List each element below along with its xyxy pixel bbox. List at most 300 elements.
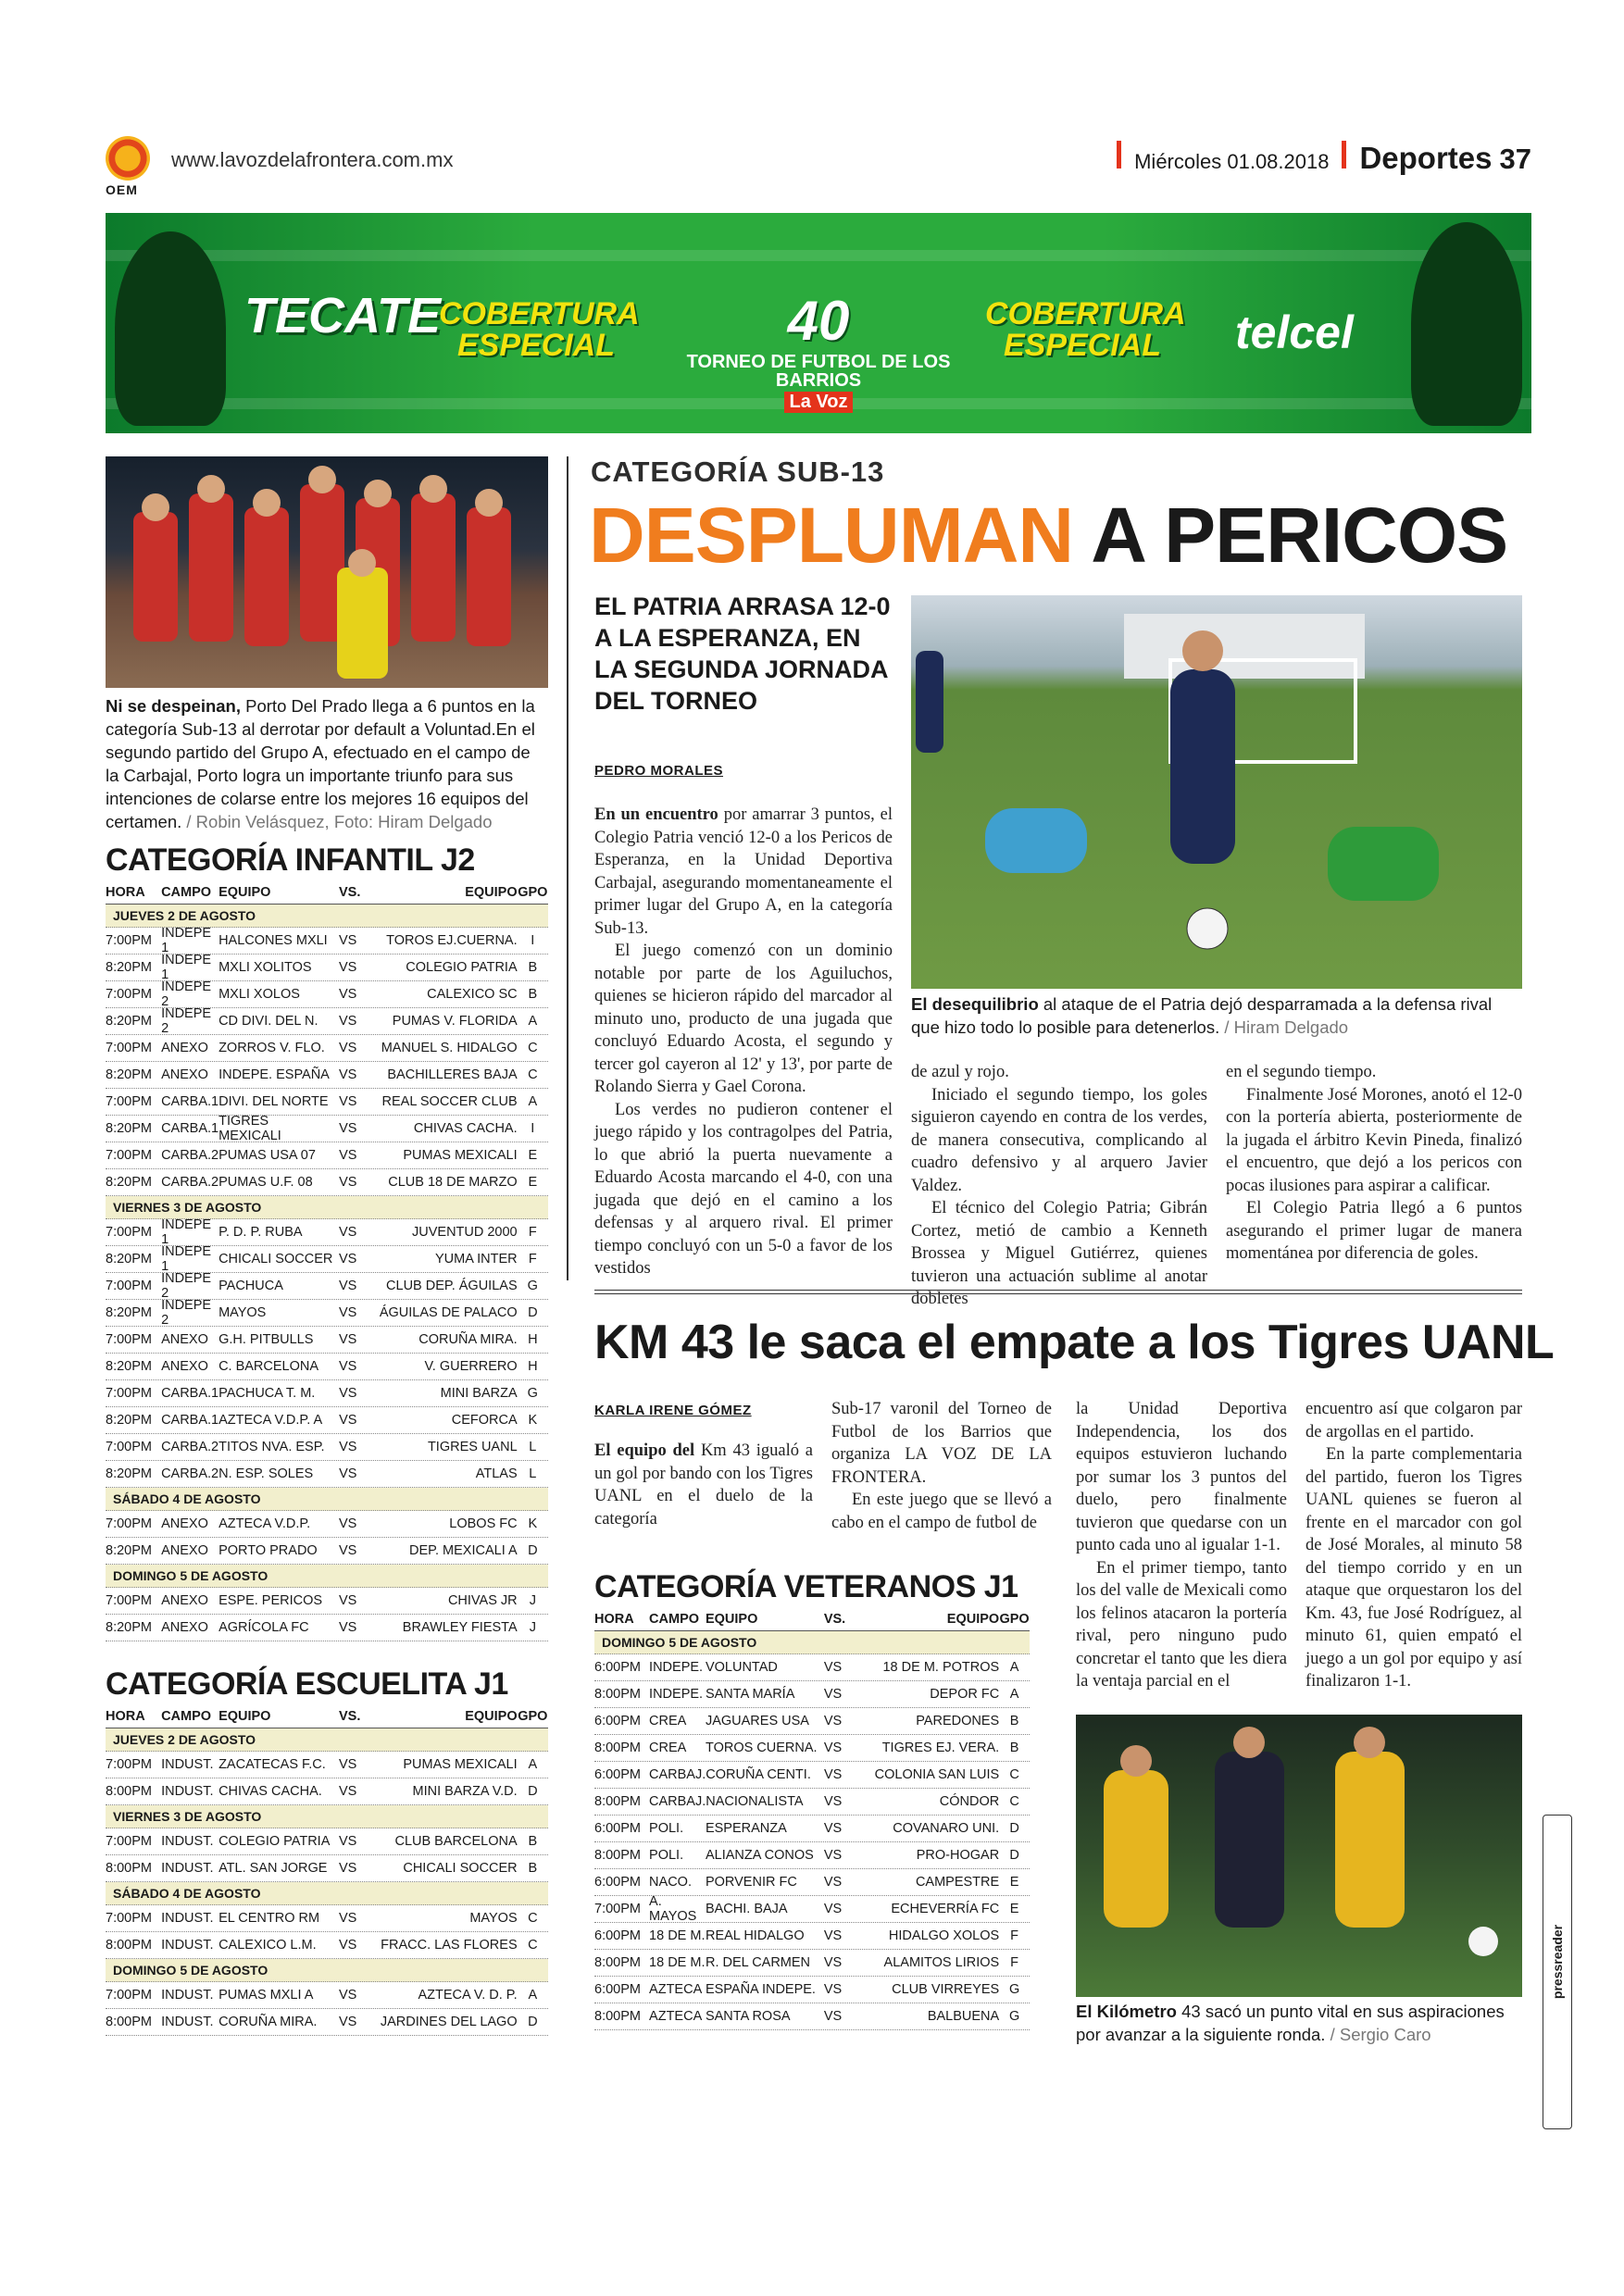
table-cell: ESPAÑA INDEPE. — [705, 1982, 816, 1997]
telcel-logo: telcel — [1235, 306, 1354, 358]
table-cell: 8:20PM — [106, 1466, 152, 1481]
article2-byline: KARLA IRENE GÓMEZ — [594, 1403, 752, 1418]
table-cell: 7:00PM — [106, 1516, 152, 1531]
table-cell: JUVENTUD 2000 — [412, 1225, 518, 1240]
table-cell: PUMAS MEXICALI — [403, 1148, 518, 1163]
table-cell: VS — [823, 2009, 843, 2024]
team-photo-drawing — [106, 456, 548, 688]
table-cell: N. ESP. SOLES — [219, 1466, 314, 1481]
table-cell: CORUÑA MIRA. — [219, 2015, 318, 2029]
table-cell: 18 DE M. — [649, 1955, 706, 1970]
table-cell: C. BARCELONA — [219, 1359, 319, 1374]
table-cell: F — [528, 1225, 537, 1240]
column-header: CAMPO — [161, 885, 212, 900]
table-cell: 7:00PM — [106, 1593, 152, 1608]
caption-text: Porto Del Prado llega a 6 puntos en la categoría Sub-13 al derrotar por default a Voluntad.En el segundo partido del Grupo A, efectuado en el campo de la Carbajal, Porto logra un importante triunfo para sus intenciones de colarse entre los mejores 16 equipos del certamen. — [106, 696, 535, 831]
table-cell: E — [528, 1148, 538, 1163]
table-cell: MXLI XOLITOS — [219, 960, 312, 975]
table-cell: 7:00PM — [106, 1386, 152, 1401]
table-cell: VS — [339, 1784, 357, 1799]
table-cell: 8:00PM — [106, 1784, 152, 1799]
table-cell: CHICALI SOCCER — [403, 1861, 518, 1876]
table-cell: VS — [339, 1988, 357, 2003]
table-cell: PUMAS MXLI A — [219, 1988, 314, 2003]
caption-credit: / Hiram Delgado — [1219, 1017, 1349, 1037]
table-cell: CARBAJ. — [649, 1767, 706, 1782]
table-cell: ÁGUILAS DE PALACO — [379, 1305, 518, 1320]
table-cell: AGRÍCOLA FC — [219, 1620, 309, 1635]
table-row — [106, 1407, 548, 1434]
table-cell: VS — [339, 1413, 357, 1428]
table-header — [106, 881, 548, 905]
km43-photo-drawing — [1076, 1715, 1522, 1997]
table-cell: 7:00PM — [594, 1902, 641, 1916]
table-row — [106, 1380, 548, 1407]
table-cell: VS — [339, 1041, 357, 1055]
table-row — [106, 1246, 548, 1273]
table-cell: MAYOS — [219, 1305, 267, 1320]
table-cell: G — [1008, 2009, 1020, 2024]
day-header: VIERNES 3 DE AGOSTO — [106, 1196, 548, 1219]
site-url[interactable]: www.lavozdelafrontera.com.mx — [171, 148, 454, 171]
table-row — [106, 955, 548, 981]
sun-logo-icon — [106, 136, 150, 181]
table-cell: I — [531, 933, 535, 948]
table-cell: VS — [339, 2015, 357, 2029]
table-cell: POLI. — [649, 1821, 684, 1836]
km43-photo-caption — [1076, 2000, 1522, 2046]
table-cell: HALCONES MXLI — [219, 933, 328, 948]
table-cell: CHICALI SOCCER — [219, 1252, 333, 1267]
table-cell: 8:00PM — [594, 1794, 641, 1809]
table-cell: B — [528, 987, 538, 1002]
table-cell: B — [1009, 1714, 1019, 1728]
table-cell: CORUÑA CENTI. — [706, 1767, 811, 1782]
table-cell: 8:20PM — [106, 1014, 152, 1029]
table-cell: VS — [823, 1928, 843, 1943]
table-cell: SANTA ROSA — [705, 2009, 791, 2024]
table-cell: VS — [339, 1279, 357, 1293]
table-cell: VS — [339, 933, 357, 948]
table-cell: G — [527, 1386, 538, 1401]
table-cell: 6:00PM — [594, 1714, 641, 1728]
table-cell: ESPE. PERICOS — [219, 1593, 323, 1608]
table-cell: VS — [339, 1225, 357, 1240]
column-header: EQUIPO — [465, 885, 518, 900]
player-silhouette-icon — [115, 231, 226, 426]
table-cell: A — [528, 1757, 538, 1772]
day-header: JUEVES 2 DE AGOSTO — [106, 905, 548, 928]
table-cell: G — [527, 1279, 538, 1293]
table-cell: BRAWLEY FIESTA — [402, 1620, 518, 1635]
table-cell: VS — [339, 1067, 357, 1082]
table-cell: CHIVAS JR — [447, 1593, 518, 1608]
table-row — [594, 1708, 1030, 1735]
article1-column-2 — [911, 1061, 1207, 1311]
table-cell: ANEXO — [161, 1359, 208, 1374]
column-header: HORA — [106, 1709, 145, 1724]
table-cell: INDEPE. — [649, 1660, 704, 1675]
table-cell: 6:00PM — [594, 1660, 641, 1675]
table-cell: D — [1009, 1821, 1019, 1836]
table-cell: F — [528, 1252, 537, 1267]
table-cell: CARBA.2 — [161, 1440, 219, 1454]
table-cell: VS — [339, 987, 357, 1002]
table-cell: C — [528, 1067, 538, 1082]
table-cell: I — [531, 1121, 535, 1136]
table-cell: 6:00PM — [594, 1767, 641, 1782]
table-cell: VS — [339, 1359, 357, 1374]
event-number: 40 — [787, 290, 850, 352]
table-cell: CARBA.1 — [161, 1386, 219, 1401]
sponsor-banner — [106, 213, 1531, 433]
table-cell: INDEPE 2 — [161, 1006, 212, 1036]
table-cell: 8:00PM — [594, 1741, 641, 1755]
table-cell: CLUB VIRREYES — [892, 1982, 1000, 1997]
table-cell: C — [1009, 1794, 1019, 1809]
table-cell: LOBOS FC — [449, 1516, 518, 1531]
table-cell: 8:20PM — [106, 1252, 152, 1267]
table-cell: C — [1009, 1767, 1019, 1782]
table-cell: INDUST. — [161, 1911, 214, 1926]
table-cell: ANEXO — [161, 1543, 208, 1558]
table-cell: VS — [339, 960, 357, 975]
table-cell: J — [529, 1620, 536, 1635]
column-header: VS. — [339, 885, 361, 900]
column-header: CAMPO — [649, 1612, 700, 1627]
table-cell: BALBUENA — [927, 2009, 1000, 2024]
table-cell: VS — [339, 1593, 357, 1608]
table-cell: INDEPE. ESPAÑA — [219, 1067, 330, 1082]
table-cell: INDEPE 2 — [161, 1271, 212, 1301]
table-row — [594, 1842, 1030, 1869]
body-paragraph: El Colegio Patria llegó a 6 puntos asegurando el primer lugar de manera momentánea por diferencia de goles. — [1226, 1199, 1522, 1263]
table-cell: 18 DE M. POTROS — [882, 1660, 1000, 1675]
table-cell: B — [528, 960, 538, 975]
table-cell: VS — [339, 1861, 357, 1876]
table-cell: VS — [339, 1305, 357, 1320]
table-row — [106, 1327, 548, 1354]
table-cell: SANTA MARÍA — [705, 1687, 795, 1702]
table-cell: E — [1009, 1875, 1019, 1890]
article1-headline — [589, 491, 1507, 580]
article2-column-2 — [831, 1398, 1052, 1534]
table-cell: CHIVAS CACHA. — [413, 1121, 518, 1136]
torneo-logo — [680, 289, 957, 412]
body-paragraph: por amarrar 3 puntos, el Colegio Patria venció 12-0 a los Pericos de Esperanza, en la Unidad Deportiva Carbajal, asegurando momentaneamente el primer lugar del Grupo A, en la categoría Sub-13. — [594, 805, 893, 938]
km43-photo — [1076, 1715, 1522, 1997]
table-cell: EL CENTRO RM — [219, 1911, 320, 1926]
table-cell: C — [528, 1041, 538, 1055]
table-cell: PACHUCA — [219, 1279, 283, 1293]
table-cell: INDEPE 1 — [161, 1217, 212, 1247]
table-cell: VS — [339, 1466, 357, 1481]
table-row — [106, 1855, 548, 1882]
table-cell: R. DEL CARMEN — [705, 1955, 811, 1970]
article1-deck: EL PATRIA ARRASA 12-0 A LA ESPERANZA, EN LA SEGUNDA JORNADA DEL TORNEO — [594, 593, 891, 715]
table-cell: E — [1009, 1902, 1019, 1916]
body-paragraph: Sub-17 varonil del Torneo de Futbol de los Barrios que organiza LA VOZ DE LA FRONTERA. — [831, 1400, 1052, 1487]
article2-column-1 — [594, 1440, 813, 1530]
table-cell: ATL. SAN JORGE — [219, 1861, 328, 1876]
table-row — [106, 1778, 548, 1805]
table-cell: AZTECA V. D. P. — [418, 1988, 518, 2003]
pressreader-badge — [1543, 1815, 1572, 2129]
table-cell: ALAMITOS LIRIOS — [883, 1955, 1000, 1970]
table-row — [106, 1142, 548, 1169]
table-cell: 6:00PM — [594, 1928, 641, 1943]
table-cell: JARDINES DEL LAGO — [380, 2015, 518, 2029]
table-cell: VS — [823, 1955, 843, 1970]
table-cell: INDEPE 1 — [161, 1244, 212, 1274]
table-cell: B — [528, 1834, 538, 1849]
table-cell: MXLI XOLOS — [219, 987, 300, 1002]
table-cell: 7:00PM — [106, 1279, 152, 1293]
table-cell: TITOS NVA. ESP. — [219, 1440, 325, 1454]
caption-lead: El Kilómetro — [1076, 2002, 1177, 2021]
table-cell: INDEPE. — [649, 1687, 704, 1702]
table-cell: TIGRES EJ. VERA. — [881, 1741, 1000, 1755]
table-cell: 7:00PM — [106, 933, 152, 948]
table-row — [106, 1538, 548, 1565]
table-cell: ANEXO — [161, 1516, 208, 1531]
table-cell: 7:00PM — [106, 1440, 152, 1454]
table-cell: REAL SOCCER CLUB — [381, 1094, 518, 1109]
headline-black: A PERICOS — [1073, 492, 1508, 579]
table-cell: BACHI. BAJA — [705, 1902, 788, 1916]
table-cell: 8:20PM — [106, 1175, 152, 1190]
table-cell: VS — [339, 1757, 357, 1772]
table-cell: 8:20PM — [106, 1121, 152, 1136]
escuelita-schedule-table — [106, 1705, 548, 2036]
table-cell: DIVI. DEL NORTE — [219, 1094, 329, 1109]
table-row — [594, 1789, 1030, 1816]
table-cell: CLUB BARCELONA — [394, 1834, 518, 1849]
table-cell: 8:00PM — [106, 1861, 152, 1876]
table-cell: DEPOR FC — [930, 1687, 1000, 1702]
day-header: VIERNES 3 DE AGOSTO — [106, 1805, 548, 1828]
table-cell: VS — [339, 1440, 357, 1454]
table-cell: CORUÑA MIRA. — [418, 1332, 518, 1347]
pressreader-label: pressreader — [1550, 1924, 1565, 2000]
table-cell: TOROS CUERNA. — [705, 1741, 818, 1755]
table-cell: FRACC. LAS FLORES — [381, 1938, 518, 1953]
table-cell: INDUST. — [161, 1757, 214, 1772]
table-cell: VS — [824, 1794, 843, 1809]
table-cell: CARBA.2 — [161, 1466, 219, 1481]
column-header: CAMPO — [161, 1709, 212, 1724]
table-cell: TIGRES MEXICALI — [219, 1114, 281, 1143]
match-photo — [911, 595, 1522, 989]
table-cell: ALIANZA CONOS — [705, 1848, 814, 1863]
table-cell: 7:00PM — [106, 1094, 152, 1109]
section-name: Deportes — [1359, 141, 1493, 175]
day-header: DOMINGO 5 DE AGOSTO — [106, 1959, 548, 1982]
table-cell: AZTECA V.D.P. A — [219, 1413, 323, 1428]
column-rule — [567, 456, 568, 1280]
caption-text: 43 sacó un punto vital en sus aspiraciones por avanzar a la siguiente ronda. — [1076, 2002, 1505, 2044]
table-row — [106, 1461, 548, 1488]
caption-credit: / Sergio Caro — [1325, 2025, 1431, 2044]
table-cell: 8:00PM — [594, 1687, 641, 1702]
column-header: GPO — [518, 885, 548, 900]
table-cell: ANEXO — [161, 1067, 208, 1082]
table-header — [106, 1705, 548, 1728]
table-row — [106, 1982, 548, 2009]
table-cell: CREA — [649, 1741, 687, 1755]
divider — [1342, 141, 1346, 168]
table-row — [106, 1089, 548, 1116]
column-header: GPO — [999, 1612, 1030, 1627]
table-cell: VS — [339, 1516, 357, 1531]
table-cell: HIDALGO XOLOS — [888, 1928, 1000, 1943]
table-cell: A. MAYOS — [649, 1894, 697, 1924]
table-cell: ATLAS — [475, 1466, 518, 1481]
table-cell: VS — [339, 1543, 357, 1558]
body-paragraph: de azul y rojo. — [911, 1063, 1009, 1081]
table-row — [594, 1735, 1030, 1762]
table-row — [106, 981, 548, 1008]
table-cell: 7:00PM — [106, 1988, 152, 2003]
table-cell: VS — [823, 1982, 843, 1997]
headline-orange: DESPLUMAN — [589, 492, 1074, 579]
column-header: EQUIPO — [705, 1612, 758, 1627]
column-header: VS. — [339, 1709, 361, 1724]
table-cell: REAL HIDALGO — [705, 1928, 805, 1943]
match-photo-drawing — [911, 595, 1522, 989]
body-paragraph: En la parte complementaria del partido, fueron los Tigres UANL quienes se fueron al frente en el marcador con gol de José Morales, al minuto 58 del tiempo corrido y en un ataque que orquestaron los del Km. 43, fue José Rodríguez, al minuto 61, quien empató el juego a un gol por equipo y así finalizaron 1-1. — [1305, 1445, 1522, 1691]
table-row — [106, 1828, 548, 1855]
issue-date: Miércoles 01.08.2018 — [1134, 150, 1330, 173]
table-cell: VS — [823, 1741, 843, 1755]
table-cell: 8:20PM — [106, 1067, 152, 1082]
table-cell: INDEPE 1 — [161, 926, 212, 955]
table-cell: AZTECA — [649, 2009, 703, 2024]
table-cell: VS — [823, 1660, 843, 1675]
caption-lead: El desequilibrio — [911, 994, 1039, 1014]
table-row — [106, 1300, 548, 1327]
table-cell: 8:20PM — [106, 1543, 152, 1558]
table-row — [106, 1035, 548, 1062]
body-paragraph: En el primer tiempo, tanto los del valle de Mexicali como los felinos atacaron la portería rival, pero ninguno pudo concretar el tanto que les diera la ventaja parcial en el — [1076, 1558, 1287, 1691]
table-row — [106, 1588, 548, 1615]
caption-text: al ataque de el Patria dejó desparramada a la defensa rival que hizo todo lo posible para detenerlos. — [911, 994, 1493, 1037]
table-cell: 8:00PM — [594, 1955, 641, 1970]
table-cell: 7:00PM — [106, 1834, 152, 1849]
column-header: HORA — [594, 1612, 634, 1627]
table-cell: D — [528, 1543, 538, 1558]
table-cell: VS — [823, 1687, 843, 1702]
table-cell: INDUST. — [161, 2015, 214, 2029]
article1-kicker: CATEGORÍA SUB-13 — [591, 455, 885, 488]
day-header: SÁBADO 4 DE AGOSTO — [106, 1882, 548, 1905]
table-row — [594, 2003, 1030, 2030]
table-cell: E — [528, 1175, 538, 1190]
table-cell: INDEPE 2 — [161, 1298, 212, 1328]
table-cell: INDEPE 2 — [161, 980, 212, 1009]
table-cell: 7:00PM — [106, 987, 152, 1002]
table-row — [106, 1511, 548, 1538]
table-row — [106, 1116, 548, 1142]
table-cell: 8:20PM — [106, 1620, 152, 1635]
table-cell: CÓNDOR — [939, 1794, 1000, 1809]
cobertura-especial-left: COBERTURA ESPECIAL — [439, 296, 640, 363]
table-row — [594, 1681, 1030, 1708]
table-cell: B — [1009, 1741, 1019, 1755]
table-cell: D — [1009, 1848, 1019, 1863]
table-cell: CALEXICO SC — [427, 987, 518, 1002]
table-cell: NACO. — [649, 1875, 692, 1890]
event-brand: La Voz — [784, 392, 854, 413]
table-row — [594, 1950, 1030, 1977]
table-cell: H — [528, 1359, 538, 1374]
table-cell: VS — [339, 1911, 357, 1926]
table-cell: D — [528, 2015, 538, 2029]
caption-lead: Ni se despeinan, — [106, 696, 241, 716]
table-cell: K — [528, 1516, 538, 1531]
cobertura-especial-right: COBERTURA ESPECIAL — [985, 296, 1186, 363]
infantil-title: CATEGORÍA INFANTIL J2 — [106, 842, 475, 878]
table-row — [594, 1923, 1030, 1950]
caption-credit: / Robin Velásquez, Foto: Hiram Delgado — [181, 812, 493, 831]
day-header: DOMINGO 5 DE AGOSTO — [594, 1631, 1030, 1654]
table-cell: PUMAS USA 07 — [219, 1148, 316, 1163]
table-cell: 8:00PM — [106, 2015, 152, 2029]
table-cell: DEP. MEXICALI A — [409, 1543, 518, 1558]
table-row — [106, 1905, 548, 1932]
table-cell: 8:20PM — [106, 960, 152, 975]
table-cell: 6:00PM — [594, 1875, 641, 1890]
table-cell: CLUB DEP. ÁGUILAS — [386, 1279, 518, 1293]
table-cell: VS — [339, 1332, 357, 1347]
table-row — [594, 1896, 1030, 1923]
body-paragraph: Los verdes no pudieron contener el juego rápido y los contragolpes del Patria, lo que abrió la puerta nuevamente a Eduardo Acosta marcando el 4-0, con una jugada que dejó en el camino a los defensas y al arquero rival. El primer tiempo concluyó con un 5-0 a favor de los vestidos — [594, 1100, 893, 1278]
body-paragraph: En este juego que se llevó a cabo en el campo de futbol de — [831, 1491, 1052, 1532]
team-photo-caption — [106, 694, 548, 833]
table-cell: VS — [339, 1121, 357, 1136]
table-cell: 8:20PM — [106, 1305, 152, 1320]
table-cell: C — [528, 1911, 538, 1926]
table-cell: INDUST. — [161, 1784, 214, 1799]
table-cell: A — [528, 1014, 538, 1029]
table-row — [106, 1354, 548, 1380]
table-cell: PAREDONES — [916, 1714, 1000, 1728]
article2-headline: KM 43 le saca el empate a los Tigres UANL — [594, 1316, 1555, 1369]
table-cell: COLEGIO PATRIA — [406, 960, 518, 975]
table-cell: ESPERANZA — [705, 1821, 787, 1836]
table-cell: CALEXICO L.M. — [219, 1938, 317, 1953]
table-row — [106, 1752, 548, 1778]
table-cell: G.H. PITBULLS — [219, 1332, 314, 1347]
table-cell: ANEXO — [161, 1593, 208, 1608]
table-cell: PORTO PRADO — [219, 1543, 318, 1558]
table-cell: VS — [339, 1386, 357, 1401]
table-cell: VS — [823, 1848, 843, 1863]
table-row — [106, 928, 548, 955]
table-cell: D — [528, 1784, 538, 1799]
table-cell: PUMAS V. FLORIDA — [392, 1014, 518, 1029]
brand-logo: OEM — [106, 182, 138, 197]
table-cell: K — [528, 1413, 538, 1428]
column-header: VS. — [823, 1612, 846, 1627]
table-cell: C — [528, 1938, 538, 1953]
table-cell: J — [529, 1593, 536, 1608]
table-cell: ECHEVERRÍA FC — [891, 1902, 1000, 1916]
table-cell: VS — [339, 1175, 357, 1190]
table-cell: PACHUCA T. M. — [219, 1386, 316, 1401]
table-row — [594, 1977, 1030, 2003]
table-cell: 8:20PM — [106, 1413, 152, 1428]
